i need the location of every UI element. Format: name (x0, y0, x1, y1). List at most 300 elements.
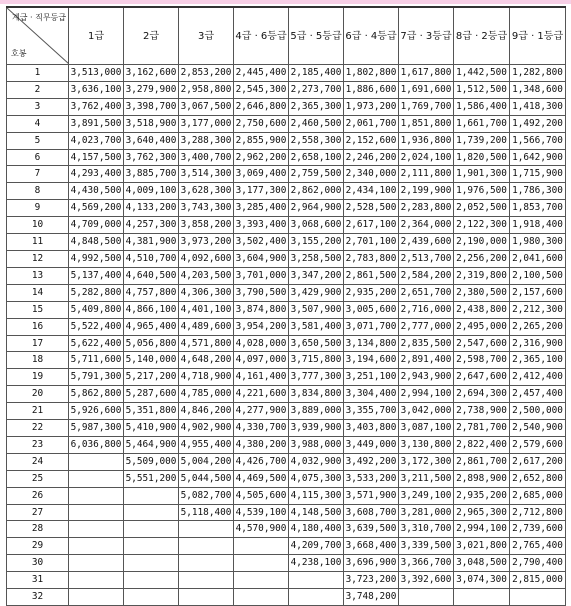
salary-cell: 1,739,200 (454, 132, 510, 149)
salary-cell: 5,082,700 (179, 487, 234, 504)
salary-cell: 3,347,200 (289, 267, 344, 284)
salary-cell: 3,087,100 (399, 420, 454, 437)
salary-cell: 4,203,500 (179, 267, 234, 284)
salary-cell: 3,885,700 (124, 166, 179, 183)
salary-cell: 3,071,700 (344, 318, 399, 335)
salary-cell: 3,074,300 (454, 572, 510, 589)
salary-cell: 3,355,700 (344, 403, 399, 420)
salary-cell: 2,122,300 (454, 217, 510, 234)
salary-cell: 2,739,600 (510, 521, 566, 538)
salary-cell: 1,418,300 (510, 98, 566, 115)
salary-cell: 4,539,100 (234, 504, 289, 521)
salary-cell: 1,973,200 (344, 98, 399, 115)
salary-cell: 2,898,900 (454, 470, 510, 487)
salary-cell: 2,891,400 (399, 352, 454, 369)
salary-cell: 3,279,900 (124, 81, 179, 98)
salary-cell: 4,848,500 (69, 234, 124, 251)
salary-cell: 1,936,800 (399, 132, 454, 149)
step-cell: 28 (7, 521, 69, 538)
salary-cell: 3,650,500 (289, 335, 344, 352)
step-cell: 22 (7, 420, 69, 437)
salary-cell (179, 572, 234, 589)
salary-cell: 3,604,900 (234, 250, 289, 267)
salary-cell: 2,716,000 (399, 301, 454, 318)
salary-cell: 3,211,500 (399, 470, 454, 487)
salary-cell: 3,571,900 (344, 487, 399, 504)
salary-cell (69, 504, 124, 521)
salary-cell (69, 555, 124, 572)
salary-cell: 4,075,300 (289, 470, 344, 487)
salary-cell: 2,380,500 (454, 284, 510, 301)
salary-cell: 1,661,700 (454, 115, 510, 132)
salary-cell: 3,304,400 (344, 386, 399, 403)
salary-cell: 2,460,500 (289, 115, 344, 132)
salary-cell: 4,718,900 (179, 369, 234, 386)
column-header: 8급 · 2등급 (454, 7, 510, 65)
salary-cell: 4,489,600 (179, 318, 234, 335)
salary-cell: 4,381,900 (124, 234, 179, 251)
salary-cell: 5,044,500 (179, 470, 234, 487)
salary-cell: 2,500,000 (510, 403, 566, 420)
salary-cell (69, 470, 124, 487)
salary-cell: 4,009,100 (124, 183, 179, 200)
salary-cell: 2,777,000 (399, 318, 454, 335)
salary-cell: 5,926,600 (69, 403, 124, 420)
salary-cell: 1,802,800 (344, 65, 399, 82)
salary-cell: 3,429,900 (289, 284, 344, 301)
salary-cell: 4,469,500 (234, 470, 289, 487)
salary-cell: 3,743,300 (179, 200, 234, 217)
salary-cell: 3,366,700 (399, 555, 454, 572)
table-row (7, 453, 566, 470)
salary-cell: 2,273,700 (289, 81, 344, 98)
salary-cell: 3,790,500 (234, 284, 289, 301)
pay-scale-table-container (6, 6, 565, 603)
salary-cell: 5,551,200 (124, 470, 179, 487)
salary-cell: 2,540,900 (510, 420, 566, 437)
salary-cell: 2,434,100 (344, 183, 399, 200)
salary-cell: 3,042,000 (399, 403, 454, 420)
salary-cell: 3,891,500 (69, 115, 124, 132)
salary-cell: 5,217,200 (124, 369, 179, 386)
salary-cell (234, 589, 289, 606)
table-row (7, 352, 566, 369)
salary-cell: 3,581,400 (289, 318, 344, 335)
salary-cell (179, 538, 234, 555)
salary-cell: 5,987,300 (69, 420, 124, 437)
salary-cell (124, 572, 179, 589)
salary-cell: 1,886,600 (344, 81, 399, 98)
step-cell: 15 (7, 301, 69, 318)
salary-cell (124, 521, 179, 538)
salary-cell: 3,507,900 (289, 301, 344, 318)
salary-cell: 2,041,600 (510, 250, 566, 267)
salary-cell: 5,287,600 (124, 386, 179, 403)
salary-cell: 3,628,300 (179, 183, 234, 200)
salary-cell: 4,238,100 (289, 555, 344, 572)
salary-cell: 3,639,500 (344, 521, 399, 538)
salary-cell: 3,249,100 (399, 487, 454, 504)
salary-cell: 5,282,800 (69, 284, 124, 301)
salary-cell (69, 589, 124, 606)
salary-cell: 1,715,900 (510, 166, 566, 183)
salary-cell: 2,765,400 (510, 538, 566, 555)
table-row (7, 589, 566, 606)
salary-cell: 1,282,800 (510, 65, 566, 82)
salary-cell: 4,306,300 (179, 284, 234, 301)
salary-cell: 4,709,000 (69, 217, 124, 234)
salary-cell: 3,155,200 (289, 234, 344, 251)
salary-cell: 3,251,100 (344, 369, 399, 386)
salary-cell: 4,640,500 (124, 267, 179, 284)
salary-cell: 3,874,800 (234, 301, 289, 318)
salary-cell: 4,430,500 (69, 183, 124, 200)
header-row (7, 7, 566, 65)
salary-cell: 4,965,400 (124, 318, 179, 335)
table-row (7, 301, 566, 318)
salary-cell: 4,257,300 (124, 217, 179, 234)
salary-cell: 2,024,100 (399, 149, 454, 166)
salary-cell: 3,834,800 (289, 386, 344, 403)
salary-cell: 2,694,300 (454, 386, 510, 403)
salary-cell: 3,640,400 (124, 132, 179, 149)
salary-cell (124, 589, 179, 606)
salary-cell: 3,889,000 (289, 403, 344, 420)
salary-cell: 3,398,700 (124, 98, 179, 115)
salary-cell: 2,861,500 (344, 267, 399, 284)
salary-cell: 2,647,600 (454, 369, 510, 386)
salary-cell: 3,533,200 (344, 470, 399, 487)
step-cell: 18 (7, 352, 69, 369)
step-cell: 27 (7, 504, 69, 521)
salary-cell: 4,293,400 (69, 166, 124, 183)
salary-cell: 2,652,800 (510, 470, 566, 487)
salary-cell: 2,750,600 (234, 115, 289, 132)
salary-cell (69, 487, 124, 504)
salary-cell: 3,701,000 (234, 267, 289, 284)
salary-cell: 2,685,000 (510, 487, 566, 504)
salary-cell: 2,994,100 (399, 386, 454, 403)
step-cell: 8 (7, 183, 69, 200)
table-row (7, 200, 566, 217)
salary-cell: 2,100,500 (510, 267, 566, 284)
salary-cell: 2,365,100 (510, 352, 566, 369)
salary-cell: 3,636,100 (69, 81, 124, 98)
salary-cell: 5,522,400 (69, 318, 124, 335)
salary-cell: 2,513,700 (399, 250, 454, 267)
salary-cell: 4,992,500 (69, 250, 124, 267)
salary-cell: 4,115,300 (289, 487, 344, 504)
salary-cell (179, 589, 234, 606)
salary-cell: 2,815,000 (510, 572, 566, 589)
salary-cell: 5,118,400 (179, 504, 234, 521)
salary-cell: 2,438,800 (454, 301, 510, 318)
salary-cell: 2,199,900 (399, 183, 454, 200)
salary-cell: 3,285,400 (234, 200, 289, 217)
salary-cell: 1,980,300 (510, 234, 566, 251)
step-cell: 24 (7, 453, 69, 470)
salary-cell: 5,137,400 (69, 267, 124, 284)
salary-cell: 3,748,200 (344, 589, 399, 606)
step-cell: 21 (7, 403, 69, 420)
step-cell: 10 (7, 217, 69, 234)
salary-cell: 3,067,500 (179, 98, 234, 115)
salary-cell: 3,858,200 (179, 217, 234, 234)
salary-cell: 4,401,100 (179, 301, 234, 318)
salary-cell: 4,330,700 (234, 420, 289, 437)
step-cell: 7 (7, 166, 69, 183)
salary-cell: 2,152,600 (344, 132, 399, 149)
salary-cell: 2,584,200 (399, 267, 454, 284)
salary-cell: 2,964,900 (289, 200, 344, 217)
step-cell: 6 (7, 149, 69, 166)
salary-cell: 2,319,800 (454, 267, 510, 284)
salary-cell: 1,566,700 (510, 132, 566, 149)
salary-cell: 2,862,000 (289, 183, 344, 200)
table-row (7, 403, 566, 420)
salary-cell: 4,097,000 (234, 352, 289, 369)
step-cell: 12 (7, 250, 69, 267)
salary-cell: 2,759,500 (289, 166, 344, 183)
table-row (7, 555, 566, 572)
salary-cell: 4,028,000 (234, 335, 289, 352)
pay-scale-table (6, 6, 566, 606)
salary-cell: 2,598,700 (454, 352, 510, 369)
table-row (7, 538, 566, 555)
table-row (7, 217, 566, 234)
salary-cell: 3,449,000 (344, 436, 399, 453)
salary-cell: 2,365,300 (289, 98, 344, 115)
salary-cell: 4,157,500 (69, 149, 124, 166)
salary-cell: 3,973,200 (179, 234, 234, 251)
table-row (7, 572, 566, 589)
salary-cell: 4,866,100 (124, 301, 179, 318)
salary-cell: 4,148,500 (289, 504, 344, 521)
salary-cell: 3,939,900 (289, 420, 344, 437)
salary-cell: 3,069,400 (234, 166, 289, 183)
table-row (7, 65, 566, 82)
salary-cell: 4,785,000 (179, 386, 234, 403)
salary-cell: 2,364,000 (399, 217, 454, 234)
salary-cell (69, 521, 124, 538)
salary-cell: 5,509,000 (124, 453, 179, 470)
salary-cell: 5,056,800 (124, 335, 179, 352)
step-cell: 25 (7, 470, 69, 487)
salary-cell: 2,528,500 (344, 200, 399, 217)
salary-cell: 1,691,600 (399, 81, 454, 98)
salary-cell (399, 589, 454, 606)
step-cell: 3 (7, 98, 69, 115)
table-row (7, 369, 566, 386)
column-header: 5급 · 5등급 (289, 7, 344, 65)
table-body (7, 65, 566, 606)
salary-cell: 4,426,700 (234, 453, 289, 470)
salary-cell: 4,505,600 (234, 487, 289, 504)
table-row (7, 132, 566, 149)
step-cell: 26 (7, 487, 69, 504)
salary-cell: 3,715,800 (289, 352, 344, 369)
salary-cell: 2,457,400 (510, 386, 566, 403)
salary-cell: 3,130,800 (399, 436, 454, 453)
salary-cell: 4,380,200 (234, 436, 289, 453)
salary-cell: 5,140,000 (124, 352, 179, 369)
salary-cell: 1,586,400 (454, 98, 510, 115)
table-row (7, 115, 566, 132)
salary-cell: 1,769,700 (399, 98, 454, 115)
salary-cell: 1,820,500 (454, 149, 510, 166)
salary-cell: 2,316,900 (510, 335, 566, 352)
table-row (7, 521, 566, 538)
salary-cell: 3,288,300 (179, 132, 234, 149)
salary-cell (234, 555, 289, 572)
salary-cell: 2,738,900 (454, 403, 510, 420)
table-row (7, 183, 566, 200)
salary-cell: 5,622,400 (69, 335, 124, 352)
step-cell: 19 (7, 369, 69, 386)
salary-cell: 2,412,400 (510, 369, 566, 386)
salary-cell: 2,701,100 (344, 234, 399, 251)
salary-cell: 2,283,800 (399, 200, 454, 217)
step-cell: 23 (7, 436, 69, 453)
salary-cell: 2,212,300 (510, 301, 566, 318)
salary-cell: 3,172,300 (399, 453, 454, 470)
table-row (7, 487, 566, 504)
salary-cell: 1,642,900 (510, 149, 566, 166)
salary-cell: 3,281,000 (399, 504, 454, 521)
salary-cell: 3,005,600 (344, 301, 399, 318)
table-row (7, 166, 566, 183)
salary-cell: 2,340,000 (344, 166, 399, 183)
salary-cell (234, 572, 289, 589)
salary-cell: 3,258,500 (289, 250, 344, 267)
salary-cell: 5,711,600 (69, 352, 124, 369)
salary-cell: 1,976,500 (454, 183, 510, 200)
salary-cell: 3,393,400 (234, 217, 289, 234)
salary-cell: 3,988,000 (289, 436, 344, 453)
salary-cell: 2,994,100 (454, 521, 510, 538)
step-cell: 20 (7, 386, 69, 403)
salary-cell: 4,161,400 (234, 369, 289, 386)
salary-cell: 1,786,300 (510, 183, 566, 200)
salary-cell: 3,162,600 (124, 65, 179, 82)
salary-cell (124, 504, 179, 521)
salary-cell: 1,512,500 (454, 81, 510, 98)
salary-cell: 1,348,600 (510, 81, 566, 98)
salary-cell: 2,861,700 (454, 453, 510, 470)
salary-cell: 4,209,700 (289, 538, 344, 555)
salary-cell: 2,265,200 (510, 318, 566, 335)
step-cell: 30 (7, 555, 69, 572)
salary-cell: 3,513,000 (69, 65, 124, 82)
salary-cell: 4,569,200 (69, 200, 124, 217)
salary-cell: 2,547,600 (454, 335, 510, 352)
salary-cell (289, 589, 344, 606)
salary-cell: 3,339,500 (399, 538, 454, 555)
step-cell: 17 (7, 335, 69, 352)
salary-cell: 5,464,900 (124, 436, 179, 453)
salary-cell: 3,177,300 (234, 183, 289, 200)
salary-cell: 6,036,800 (69, 436, 124, 453)
salary-cell: 2,445,400 (234, 65, 289, 82)
table-row (7, 250, 566, 267)
salary-cell: 5,862,800 (69, 386, 124, 403)
salary-cell: 3,048,500 (454, 555, 510, 572)
salary-cell: 2,617,100 (344, 217, 399, 234)
salary-cell: 4,902,900 (179, 420, 234, 437)
salary-cell: 3,668,400 (344, 538, 399, 555)
salary-cell: 2,185,400 (289, 65, 344, 82)
salary-cell (124, 487, 179, 504)
column-header: 1급 (69, 7, 124, 65)
salary-cell: 4,221,600 (234, 386, 289, 403)
step-cell: 29 (7, 538, 69, 555)
salary-cell: 4,846,200 (179, 403, 234, 420)
salary-cell: 2,935,200 (454, 487, 510, 504)
table-row (7, 81, 566, 98)
step-cell: 13 (7, 267, 69, 284)
salary-cell: 3,492,200 (344, 453, 399, 470)
salary-cell: 2,558,300 (289, 132, 344, 149)
salary-cell: 2,935,200 (344, 284, 399, 301)
salary-cell (124, 538, 179, 555)
salary-cell: 5,791,300 (69, 369, 124, 386)
table-row (7, 318, 566, 335)
step-cell: 1 (7, 65, 69, 82)
table-row (7, 470, 566, 487)
table-row (7, 335, 566, 352)
salary-cell: 1,901,300 (454, 166, 510, 183)
salary-cell: 2,943,900 (399, 369, 454, 386)
salary-cell (69, 538, 124, 555)
salary-cell (124, 555, 179, 572)
salary-cell: 3,310,700 (399, 521, 454, 538)
salary-cell: 2,855,900 (234, 132, 289, 149)
salary-cell: 3,777,300 (289, 369, 344, 386)
column-header: 7급 · 3등급 (399, 7, 454, 65)
salary-cell: 2,962,200 (234, 149, 289, 166)
salary-cell: 2,111,800 (399, 166, 454, 183)
salary-cell: 3,177,000 (179, 115, 234, 132)
table-row (7, 284, 566, 301)
salary-cell: 1,853,700 (510, 200, 566, 217)
salary-cell: 5,351,800 (124, 403, 179, 420)
salary-cell: 2,651,700 (399, 284, 454, 301)
salary-cell (69, 572, 124, 589)
salary-cell: 2,646,800 (234, 98, 289, 115)
column-header: 3급 (179, 7, 234, 65)
column-header: 2급 (124, 7, 179, 65)
salary-cell: 2,157,600 (510, 284, 566, 301)
salary-cell (179, 521, 234, 538)
step-cell: 2 (7, 81, 69, 98)
salary-cell: 2,853,200 (179, 65, 234, 82)
column-header: 4급 · 6등급 (234, 7, 289, 65)
salary-cell: 3,514,300 (179, 166, 234, 183)
salary-cell: 4,648,200 (179, 352, 234, 369)
salary-cell: 3,608,700 (344, 504, 399, 521)
salary-cell: 3,723,200 (344, 572, 399, 589)
salary-cell (234, 538, 289, 555)
salary-cell (454, 589, 510, 606)
salary-cell: 1,851,800 (399, 115, 454, 132)
salary-cell: 4,133,200 (124, 200, 179, 217)
salary-cell: 4,180,400 (289, 521, 344, 538)
salary-cell: 1,492,200 (510, 115, 566, 132)
salary-cell: 2,958,800 (179, 81, 234, 98)
salary-cell: 2,256,200 (454, 250, 510, 267)
salary-cell (510, 589, 566, 606)
salary-cell: 2,658,100 (289, 149, 344, 166)
